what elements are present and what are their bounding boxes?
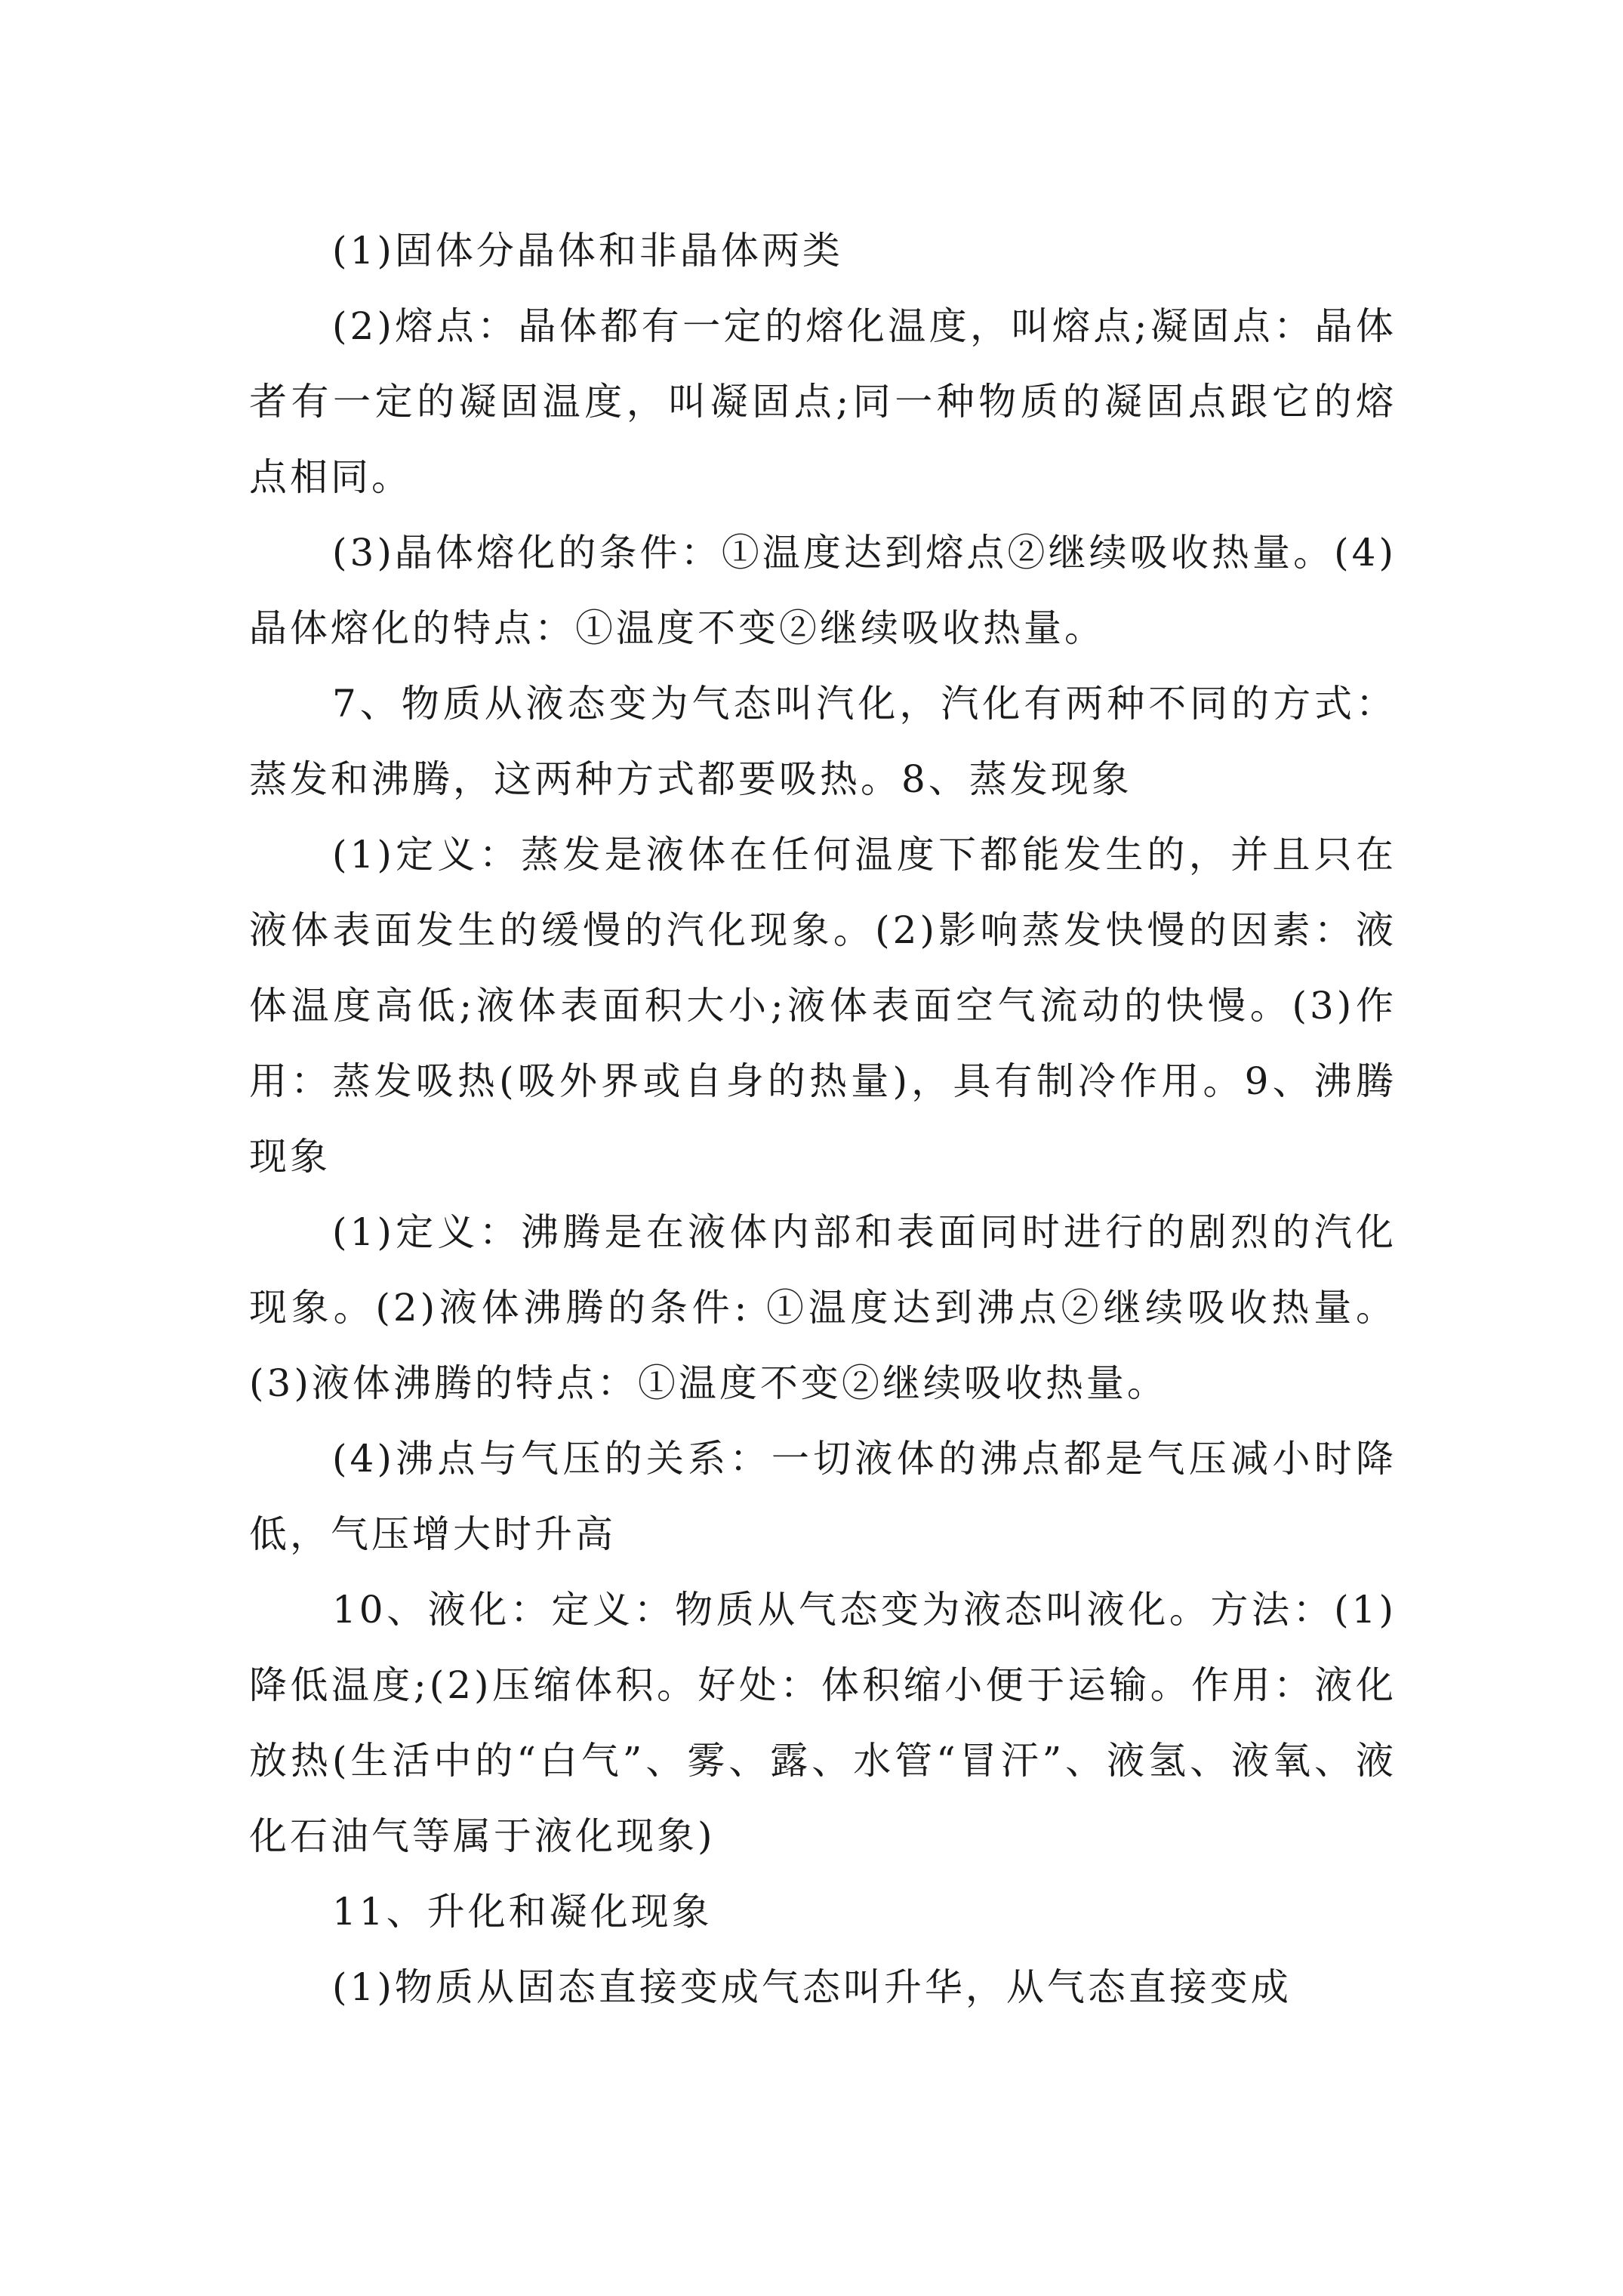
paragraph: 11、升化和凝化现象 — [332, 1890, 713, 1934]
document-body — [249, 213, 1397, 2025]
paragraph: 10、液化：定义：物质从气态变为液态叫液化。方法：(1)降低温度;(2)压缩体积。好处：体积缩小便于运输。作用：液化放热(生活中的“白气”、雾、露、水管“冒汗”、液氢、液氧、液化石油气等属于液化现象) — [249, 1588, 1397, 1858]
paragraph: (1)定义：沸腾是在液体内部和表面同时进行的剧烈的汽化现象。(2)液体沸腾的条件: ①温度达到沸点②继续吸收热量。(3)液体沸腾的特点：①温度不变②继续吸收热量。 — [249, 1210, 1397, 1405]
paragraph: (4)沸点与气压的关系：一切液体的沸点都是气压减小时降低，气压增大时升高 — [249, 1437, 1397, 1556]
paragraph: (1)物质从固态直接变成气态叫升华，从气态直接变成 — [332, 1965, 1292, 2009]
paragraph: (1)定义：蒸发是液体在任何温度下都能发生的，并且只在液体表面发生的缓慢的汽化现象。(2)影响蒸发快慢的因素：液体温度高低;液体表面积大小;液体表面空气流动的快慢。(3)作用：蒸发吸热(吸外界或自身的热量)，具有制冷作用。9、沸腾现象 — [249, 833, 1397, 1179]
paragraph: (2)熔点：晶体都有一定的熔化温度，叫熔点;凝固点：晶体者有一定的凝固温度，叫凝固点;同一种物质的凝固点跟它的熔点相同。 — [249, 304, 1397, 499]
paragraph: (1)固体分晶体和非晶体两类 — [332, 229, 843, 273]
paragraph: (3)晶体熔化的条件：①温度达到熔点②继续吸收热量。(4)晶体熔化的特点：①温度不变②继续吸收热量。 — [249, 531, 1397, 650]
paragraph: 7、物质从液态变为气态叫汽化，汽化有两种不同的方式：蒸发和沸腾，这两种方式都要吸热。8、蒸发现象 — [249, 682, 1397, 801]
